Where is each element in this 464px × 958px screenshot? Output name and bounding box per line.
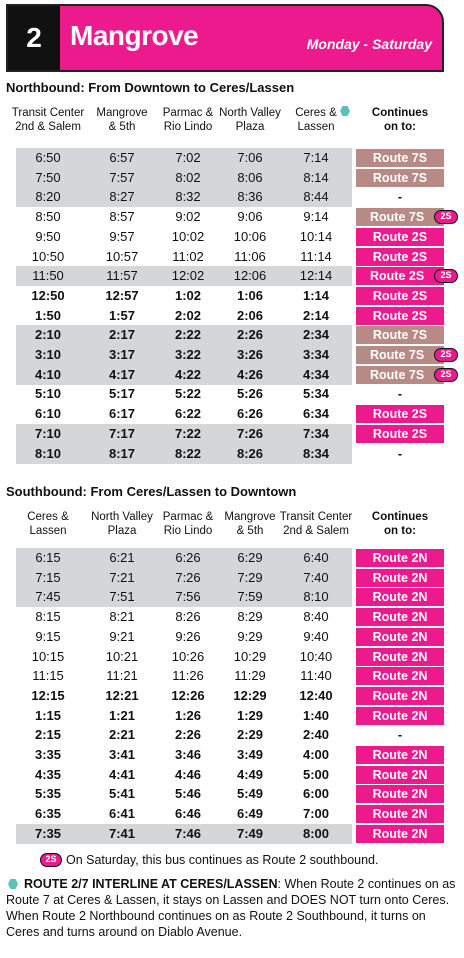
time-cell: 10:29 [233, 648, 267, 664]
time-cell: 6:26 [236, 406, 264, 422]
continues-cell: Route 2N [356, 746, 444, 764]
continues-cell: Route 2N [356, 628, 444, 646]
continues-cell: Route 2S [356, 425, 444, 443]
time-cell: 10:57 [105, 248, 139, 264]
stop-header [27, 510, 69, 538]
southbound-column-headers [0, 510, 464, 546]
stop-header [163, 510, 214, 538]
time-cell: 12:40 [299, 687, 333, 703]
time-cell: 3:34 [302, 347, 330, 362]
time-cell: 8:10 [34, 445, 62, 461]
table-row [16, 804, 352, 824]
time-cell: 1:29 [236, 707, 264, 723]
time-cell: 7:46 [174, 825, 202, 841]
continues-cell: Route 2S [356, 228, 444, 246]
time-cell: 8:36 [237, 189, 263, 205]
stop-header [12, 106, 84, 134]
time-cell: 11:57 [106, 268, 138, 284]
time-cell: 11:21 [106, 668, 138, 684]
table-row [16, 686, 352, 706]
stop-header-line2: 2nd & Salem [15, 121, 81, 133]
table-row [16, 627, 352, 647]
time-cell: 6:29 [237, 550, 263, 565]
table-row [16, 306, 352, 326]
table-row [16, 247, 352, 267]
continues-cell: Route 2N [356, 569, 444, 587]
2s-badge-icon: 2S [40, 853, 62, 867]
time-cell: 8:26 [175, 609, 201, 625]
continues-cell: Route 2S [356, 307, 444, 325]
time-cell: 12:29 [233, 687, 267, 703]
time-cell: 8:22 [174, 445, 202, 461]
time-cell: 1:02 [174, 287, 202, 303]
stop-header-line1: Transit Center [279, 511, 353, 523]
time-cell: 2:14 [302, 307, 330, 323]
time-cell: 5:46 [174, 786, 202, 802]
time-cell: 7:40 [303, 569, 329, 585]
time-cell: 12:02 [171, 268, 205, 284]
time-cell: 6:50 [35, 150, 61, 165]
2s-badge-icon: 2S [434, 269, 458, 283]
table-row [16, 725, 352, 745]
continues-cell: Route 2N [356, 805, 444, 823]
time-cell: 8:17 [108, 445, 136, 461]
time-cell: 7:26 [175, 569, 201, 585]
time-cell: 5:26 [236, 386, 264, 402]
stop-header [91, 510, 153, 538]
time-cell: 7:17 [108, 425, 136, 441]
service-days: Monday - Saturday [306, 36, 432, 52]
time-cell: 6:34 [302, 406, 330, 422]
northbound-column-headers [0, 106, 464, 142]
northbound-title: Northbound: From Downtown to Ceres/Lassen [6, 80, 295, 95]
time-cell: 7:50 [35, 169, 61, 185]
time-cell: 3:41 [108, 747, 136, 762]
stop-header-line1: Parmac & [162, 107, 214, 119]
time-cell: 4:17 [108, 366, 136, 382]
time-cell: 10:06 [233, 228, 267, 244]
time-cell: 6:35 [34, 806, 62, 822]
time-cell: 2:40 [302, 727, 330, 743]
time-cell: 7:57 [109, 169, 135, 185]
table-row [16, 148, 352, 168]
table-row [16, 666, 352, 686]
time-cell: 4:34 [302, 366, 330, 382]
time-cell: 4:35 [34, 766, 62, 782]
time-cell: 10:40 [299, 648, 333, 664]
time-cell: 1:50 [34, 307, 62, 323]
route-number: 2 [8, 6, 60, 70]
stop-header-line1: North Valley [219, 107, 281, 119]
time-cell: 2:26 [236, 327, 264, 343]
time-cell: 12:57 [105, 287, 139, 303]
time-cell: 10:15 [31, 648, 65, 664]
continues-cell: Route 7S [356, 208, 444, 226]
stop-header-line2: Plaza [107, 525, 137, 537]
saturday-footnote [6, 852, 460, 868]
table-row [16, 404, 352, 424]
time-cell: 8:44 [303, 189, 329, 205]
time-cell: 1:15 [34, 707, 62, 723]
stop-header-line1: Transit Center [11, 107, 85, 119]
continues-header-line1: Continues [371, 107, 429, 119]
time-cell: 2:29 [236, 727, 264, 743]
time-cell: 2:02 [174, 307, 202, 323]
time-cell: 6:40 [303, 550, 329, 565]
time-cell: 3:49 [236, 747, 264, 762]
time-cell: 5:10 [34, 386, 62, 402]
stop-header [96, 106, 147, 134]
table-row [16, 824, 352, 844]
table-row [16, 187, 352, 207]
time-cell: 7:00 [302, 806, 330, 822]
time-cell: 4:46 [174, 766, 202, 782]
time-cell: 7:21 [109, 569, 135, 585]
stop-header-line2: Rio Lindo [163, 525, 213, 537]
time-cell: 4:22 [174, 366, 202, 382]
time-cell: 7:14 [303, 150, 329, 165]
continues-cell: Route 7S [356, 169, 444, 187]
time-cell: 7:41 [108, 825, 136, 841]
time-cell: 11:50 [32, 268, 64, 284]
stop-header-line1: Parmac & [162, 511, 214, 523]
time-cell: 8:21 [109, 609, 135, 625]
stop-header-line1: Ceres & [27, 511, 69, 523]
interline-title: ROUTE 2/7 INTERLINE AT CERES/LASSEN [24, 877, 278, 891]
table-row [16, 227, 352, 247]
continues-cell: Route 2N [356, 549, 444, 567]
time-cell: 7:22 [174, 425, 202, 441]
stop-header-line2: Rio Lindo [163, 121, 213, 133]
table-row [16, 647, 352, 667]
time-cell: 7:10 [34, 425, 62, 441]
time-cell: 9:50 [35, 228, 61, 244]
time-cell: 12:15 [31, 687, 65, 703]
table-row [16, 168, 352, 188]
time-cell: 9:40 [303, 628, 329, 644]
time-cell: 12:06 [233, 268, 267, 284]
time-cell: 12:21 [105, 687, 139, 703]
time-cell: 5:00 [302, 766, 330, 782]
time-cell: 11:26 [172, 668, 204, 684]
stop-header [295, 106, 337, 134]
time-cell: 10:02 [171, 228, 205, 244]
saturday-note-text: On Saturday, this bus continues as Route 2 southbound. [66, 853, 379, 867]
time-cell: 6:49 [236, 806, 264, 822]
time-cell: 12:26 [171, 687, 205, 703]
table-row [16, 587, 352, 607]
stop-header [219, 106, 281, 134]
2s-badge-icon: 2S [434, 368, 458, 382]
time-cell: 2:06 [236, 307, 264, 323]
stop-header-line2: & 5th [108, 121, 136, 133]
time-cell: 6:15 [35, 550, 61, 565]
time-cell: 6:46 [174, 806, 202, 822]
time-cell: 7:56 [175, 589, 201, 605]
time-cell: 8:40 [303, 609, 329, 625]
time-cell: 2:10 [34, 327, 62, 343]
time-cell: 6:21 [109, 550, 135, 565]
table-row [16, 607, 352, 627]
time-cell: 4:49 [236, 766, 264, 782]
continues-cell: Route 2S [356, 405, 444, 423]
stop-header-line2: Lassen [297, 121, 335, 133]
continues-cell: Route 2S [356, 248, 444, 266]
table-row [16, 784, 352, 804]
time-cell: 5:35 [34, 786, 62, 802]
stop-header-line1: Mangrove [224, 511, 276, 523]
time-cell: 8:00 [302, 825, 330, 841]
time-cell: 6:41 [108, 806, 136, 822]
time-cell: 2:17 [108, 327, 136, 343]
time-cell: 1:14 [302, 287, 330, 303]
table-row [16, 286, 352, 306]
2s-badge-icon: 2S [434, 348, 458, 362]
stop-header [163, 106, 214, 134]
time-cell: 10:26 [171, 648, 205, 664]
time-cell: 8:34 [302, 445, 330, 461]
time-cell: 7:45 [35, 589, 61, 605]
time-cell: 2:22 [174, 327, 202, 343]
time-cell: 6:26 [175, 550, 201, 565]
time-cell: 4:10 [34, 366, 62, 382]
continues-header-line2: on to: [384, 121, 416, 133]
time-cell: 3:26 [236, 347, 264, 362]
continues-header [372, 510, 428, 538]
continues-header-line1: Continues [371, 511, 429, 523]
continues-header [372, 106, 428, 134]
time-cell: 8:02 [175, 169, 201, 185]
time-cell: 3:10 [34, 347, 62, 362]
time-cell: 7:29 [237, 569, 263, 585]
continues-cell: Route 2N [356, 707, 444, 725]
time-cell: 4:00 [302, 747, 330, 762]
time-cell: 8:10 [303, 589, 329, 605]
time-cell: 9:15 [35, 628, 61, 644]
time-cell: 9:29 [237, 628, 263, 644]
time-cell: 3:46 [174, 747, 202, 762]
table-row [16, 765, 352, 785]
time-cell: 11:15 [32, 668, 64, 684]
time-cell: 6:22 [174, 406, 202, 422]
time-cell: 7:35 [34, 825, 62, 841]
continues-cell: Route 7S [356, 366, 444, 384]
time-cell: 8:26 [236, 445, 264, 461]
time-cell: 9:57 [109, 228, 135, 244]
continues-cell: Route 2N [356, 766, 444, 784]
time-cell: 9:02 [175, 209, 201, 225]
time-cell: 1:57 [108, 307, 136, 323]
time-cell: 1:21 [108, 707, 136, 723]
interline-hexagon-icon [8, 879, 18, 889]
time-cell: 9:06 [237, 209, 263, 225]
time-cell: 10:50 [31, 248, 65, 264]
time-cell: 7:59 [237, 589, 263, 605]
table-row [16, 384, 352, 404]
time-cell: 2:26 [174, 727, 202, 743]
time-cell: 10:14 [299, 228, 333, 244]
continues-cell: Route 2N [356, 785, 444, 803]
time-cell: 10:21 [105, 648, 139, 664]
time-cell: 6:10 [34, 406, 62, 422]
time-cell: 7:49 [236, 825, 264, 841]
stop-header-line1: North Valley [91, 511, 153, 523]
time-cell: 5:17 [108, 386, 136, 402]
time-cell: 6:00 [302, 786, 330, 802]
continues-cell: - [397, 387, 403, 402]
continues-cell: Route 2N [356, 608, 444, 626]
route-name: Mangrove [70, 20, 199, 51]
time-cell: 2:34 [302, 327, 330, 343]
time-cell: 2:21 [108, 727, 136, 743]
continues-cell: Route 7S [356, 149, 444, 167]
time-cell: 5:49 [236, 786, 264, 802]
time-cell: 12:14 [299, 268, 333, 284]
continues-cell: - [397, 446, 403, 461]
continues-cell: - [397, 190, 403, 205]
time-cell: 3:17 [108, 347, 136, 362]
table-row [16, 207, 352, 227]
continues-header-line2: on to: [384, 525, 416, 537]
continues-cell: Route 7S [356, 346, 444, 364]
time-cell: 4:26 [236, 366, 264, 382]
time-cell: 6:57 [109, 150, 135, 165]
continues-cell: Route 2N [356, 648, 444, 666]
time-cell: 8:14 [303, 169, 329, 185]
time-cell: 1:40 [302, 707, 330, 723]
time-cell: 7:15 [35, 569, 61, 585]
time-cell: 5:34 [302, 386, 330, 402]
stop-header-line1: Mangrove [96, 107, 148, 119]
time-cell: 9:26 [175, 628, 201, 644]
table-row [16, 424, 352, 444]
interline-text: : When Route 2 continues on as Route 7 at Ceres & Lassen, it stays on Lassen and DOES NOT turn onto Ceres. When Route 2 Northbound continues on as Route 2 Southbound, it turns on Ceres and turns around on Diablo Avenue. [6, 877, 456, 939]
continues-cell: Route 2N [356, 825, 444, 843]
time-cell: 4:41 [108, 766, 136, 782]
table-row [16, 365, 352, 385]
time-cell: 3:22 [174, 347, 202, 362]
table-row [16, 745, 352, 765]
time-cell: 2:15 [34, 727, 62, 743]
route-header [6, 4, 444, 72]
interline-footnote [6, 876, 460, 940]
time-cell: 5:41 [108, 786, 136, 802]
time-cell: 8:57 [109, 209, 135, 225]
table-row [16, 345, 352, 365]
time-cell: 8:50 [35, 209, 61, 225]
time-cell: 7:34 [302, 425, 330, 441]
time-cell: 11:40 [300, 668, 332, 684]
continues-cell: Route 2N [356, 588, 444, 606]
stop-header-line2: & 5th [236, 525, 264, 537]
2s-badge-icon: 2S [434, 210, 458, 224]
time-cell: 8:15 [35, 609, 61, 625]
continues-cell: Route 2N [356, 687, 444, 705]
stop-header-line2: Lassen [29, 525, 67, 537]
table-row [16, 325, 352, 345]
stop-header-line2: Plaza [235, 121, 265, 133]
continues-cell: Route 2S [356, 287, 444, 305]
time-cell: 9:21 [109, 628, 135, 644]
time-cell: 9:14 [303, 209, 329, 225]
time-cell: 11:29 [234, 668, 266, 684]
continues-cell: Route 7S [356, 326, 444, 344]
stop-header-line2: 2nd & Salem [283, 525, 349, 537]
time-cell: 7:51 [109, 589, 135, 605]
time-cell: 8:20 [35, 189, 61, 205]
stop-header [280, 510, 352, 538]
time-cell: 7:26 [236, 425, 264, 441]
time-cell: 11:02 [172, 248, 204, 264]
time-cell: 8:32 [175, 189, 201, 205]
time-cell: 7:06 [237, 150, 263, 165]
time-cell: 11:06 [234, 248, 266, 264]
table-row [16, 548, 352, 568]
time-cell: 11:14 [300, 248, 332, 264]
stop-header [224, 510, 275, 538]
stop-header-line1: Ceres & [295, 107, 337, 119]
table-row [16, 568, 352, 588]
time-cell: 1:26 [174, 707, 202, 723]
time-cell: 3:35 [34, 747, 62, 762]
time-cell: 8:27 [109, 189, 135, 205]
time-cell: 1:06 [236, 287, 264, 303]
table-row [16, 706, 352, 726]
time-cell: 12:50 [31, 287, 65, 303]
continues-cell: - [397, 728, 403, 743]
time-cell: 8:29 [237, 609, 263, 625]
time-cell: 5:22 [174, 386, 202, 402]
table-row [16, 266, 352, 286]
continues-cell: Route 2N [356, 667, 444, 685]
time-cell: 6:17 [108, 406, 136, 422]
time-cell: 8:06 [237, 169, 263, 185]
table-row [16, 444, 352, 464]
time-cell: 7:02 [175, 150, 201, 165]
southbound-title: Southbound: From Ceres/Lassen to Downtown [6, 484, 297, 499]
interline-hexagon-icon [340, 106, 350, 116]
continues-cell: Route 2S [356, 267, 444, 285]
